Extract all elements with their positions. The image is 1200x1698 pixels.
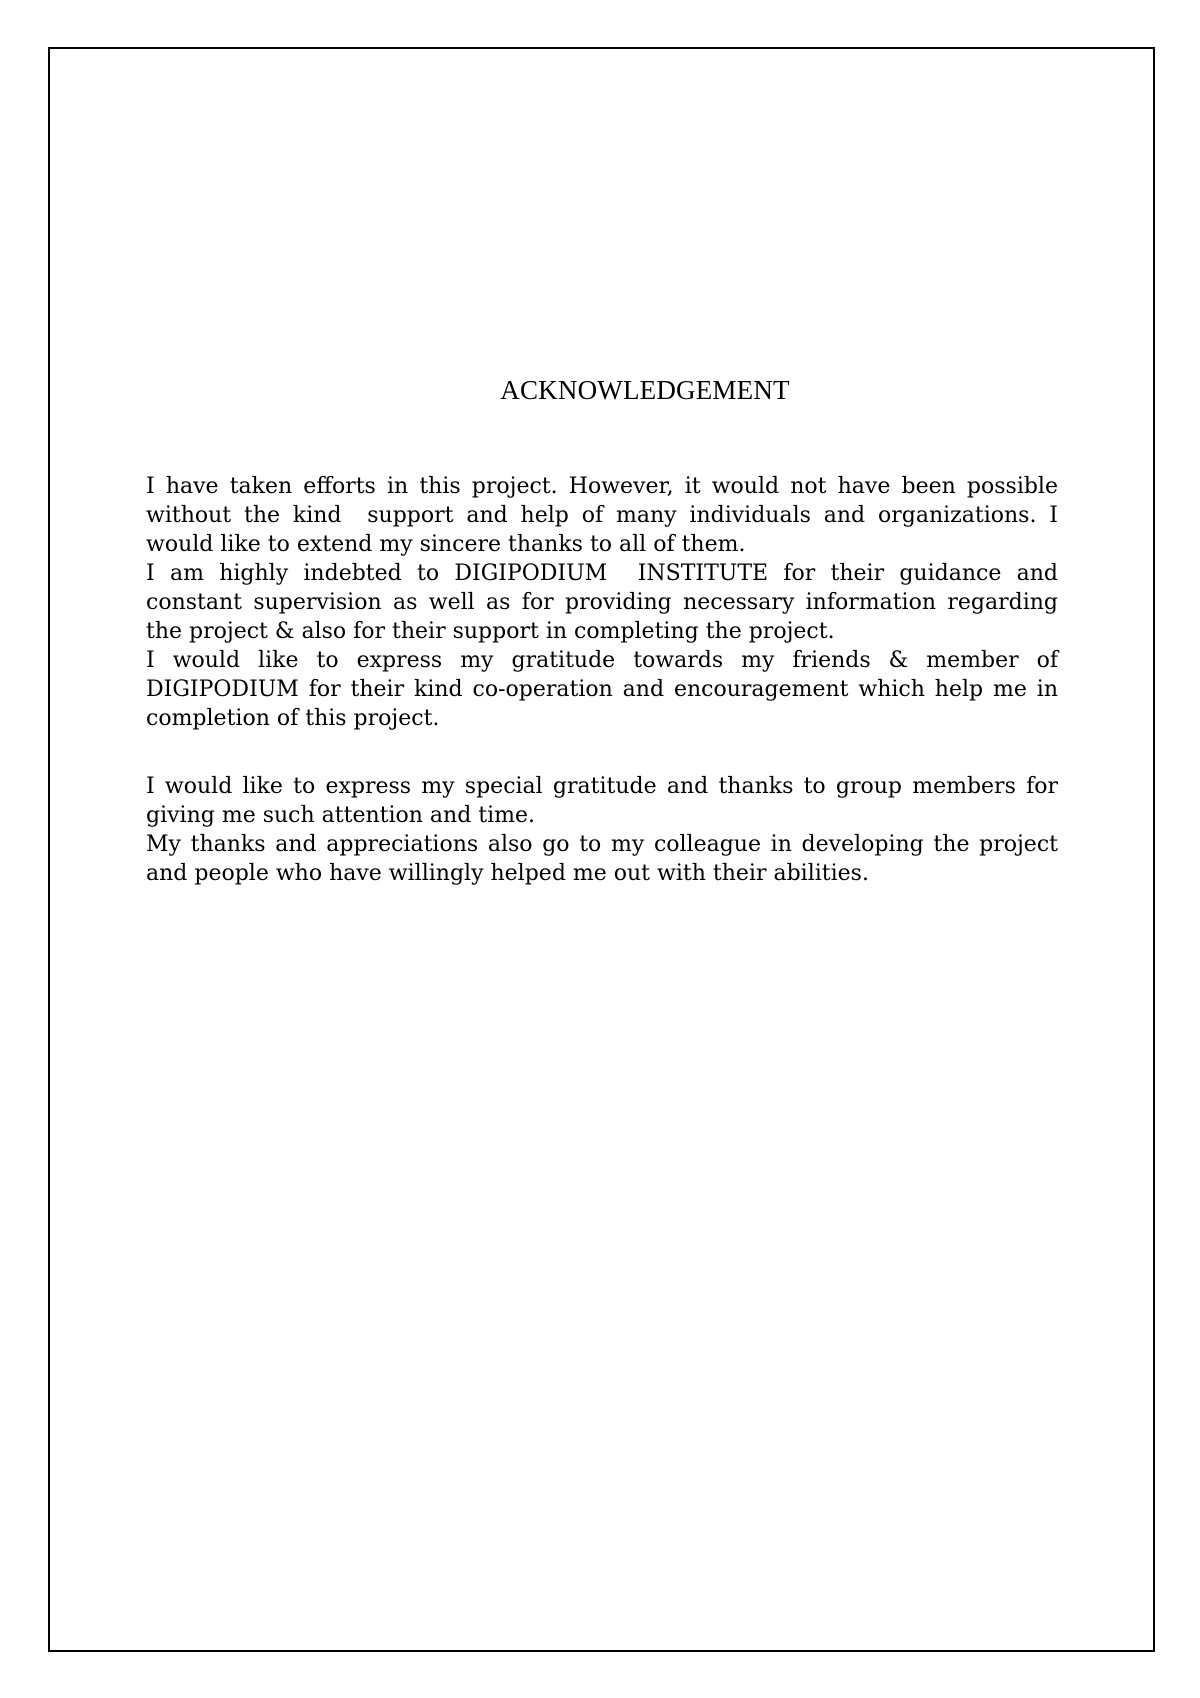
paragraph-5: My thanks and appreciations also go to my colleague in developing the project and people who have willingly helped me out with their abilities. (146, 832, 1065, 886)
paragraph-3: I would like to express my gratitude towards my friends & member of DIGIPODIUM for their kind co-operation and encouragement which help me in completion of this project. (146, 648, 1065, 731)
document-body (146, 472, 1065, 888)
paragraph-2: I am highly indebted to DIGIPODIUM INSTITUTE for their guidance and constant supervision as well as for providing necessary information regarding the project & also for their support in completing the project. (146, 561, 1065, 644)
document-title: ACKNOWLEDGEMENT (500, 375, 790, 405)
paragraph-spacer (146, 733, 1058, 772)
paragraph-4: I would like to express my special gratitude and thanks to group members for giving me such attention and time. (146, 774, 1065, 828)
paragraph-1: I have taken efforts in this project. However, it would not have been possible without the kind support and help of many individuals and organizations. I would like to extend my sincere thanks to all of them. (146, 474, 1065, 557)
